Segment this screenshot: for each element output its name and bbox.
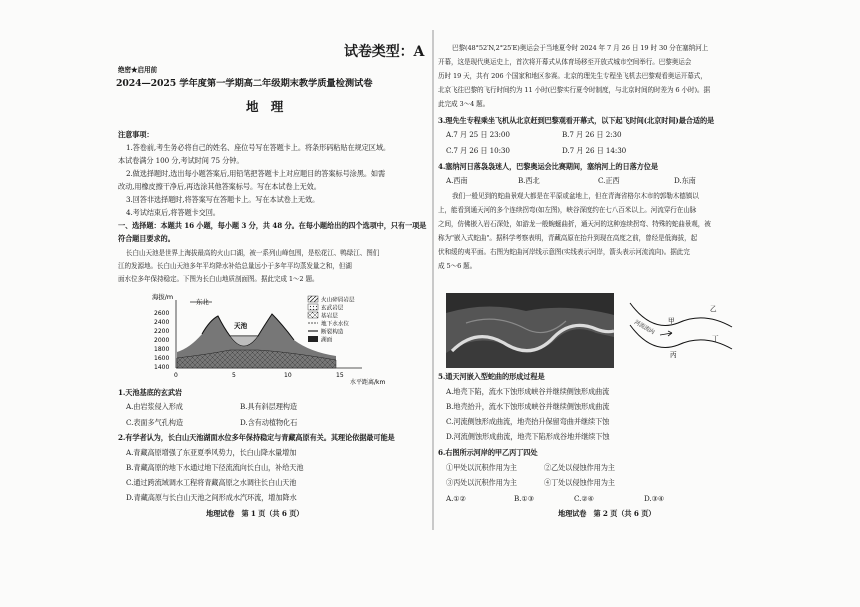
intro-line: 面水位多年保持稳定。下图为长白山地质剖面图。据此完成 1～2 题。 xyxy=(118,275,319,283)
intro-line: 巴黎(48°52′N,2°25′E)奥运会于当地夏令时 2024 年 7 月 26 日 19 时 30 分在塞纳河上 xyxy=(452,44,709,52)
q1-option-b: B.具有斜层理构造 xyxy=(240,402,297,411)
intro2-line: 成 5～6 题。 xyxy=(438,262,477,270)
intro2-line: 称为"嵌入式蛇曲"。据科学考察表明，青藏高原在抬升到现在高度之前，曾经是低海拔，起 xyxy=(438,234,698,242)
legend-swatch xyxy=(308,336,318,342)
q6-statement: ③丙处以沉积作用为主 xyxy=(446,478,517,487)
q6-statement: ①甲处以沉积作用为主 xyxy=(446,463,517,472)
meander-photo xyxy=(446,293,614,368)
x-tick: 5 xyxy=(232,372,236,379)
y-tick: 2400 xyxy=(154,319,170,326)
q4-option-a: A.西南 xyxy=(446,176,468,185)
question-3: 3.理先生专程乘坐飞机从北京赶到巴黎观看开幕式，以下起飞时间(北京时间)最合适的是 xyxy=(438,116,715,125)
intro-line: 历时 19 天，共有 206 个国家和地区参赛。北京的理先生专程坐飞机去巴黎观看奥运开幕式， xyxy=(438,72,707,80)
note-line: 3.回答非选择题时,将答案写在答题卡上。写在本试卷上无效。 xyxy=(126,195,320,204)
subject-title: 地 理 xyxy=(246,99,284,114)
question-1: 1.天池基底的玄武岩 xyxy=(118,388,183,397)
legend-swatch xyxy=(308,312,318,318)
x-tick: 15 xyxy=(336,372,344,379)
river-bank-diagram xyxy=(628,293,738,368)
y-tick: 2600 xyxy=(154,310,170,317)
q6-option-d: D.③④ xyxy=(644,494,665,503)
label-ding: 丁 xyxy=(712,335,719,343)
page-footer: 地理试卷 第 1 页（共 6 页） xyxy=(206,509,304,518)
intro-line: 开幕，这是现代奥运史上，首次将开幕式从体育场移至开放式城市空间举行。巴黎奥运会 xyxy=(438,58,692,66)
q5-option-c: C.河流侧蚀形成曲流，地壳抬升保留弯曲并继续下蚀 xyxy=(446,417,610,426)
label-bing: 丙 xyxy=(670,351,677,359)
y-tick: 1800 xyxy=(154,346,170,353)
label-yi: 乙 xyxy=(710,305,717,313)
q6-option-c: C.②④ xyxy=(574,494,595,503)
y-tick: 2200 xyxy=(154,328,170,335)
q2-option-b: B.青藏高原的地下水通过地下径流流向长白山，补给天池 xyxy=(126,463,304,472)
note-line: 4.考试结束后,将答题卡交回。 xyxy=(126,208,220,217)
legend-item: 湖面 xyxy=(321,337,333,344)
question-2: 2.有学者认为，长白山天池湖面水位多年保持稳定与青藏高原有关。其理论依据最可能是 xyxy=(118,433,395,442)
q4-option-b: B.西北 xyxy=(518,176,540,185)
intro-line: 长白山天池是世界上海拔最高的火山口湖，被一系列山峰包围，是松花江、鸭绿江、图们 xyxy=(126,249,380,257)
paper-type-label: 试卷类型：A xyxy=(344,44,425,60)
legend-item: 玄武岩层 xyxy=(321,305,344,312)
label-jia: 甲 xyxy=(668,317,675,325)
q5-option-d: D.河流侧蚀形成曲流，地壳下陷形成谷地并继续下蚀 xyxy=(446,432,610,441)
q1-option-d: D.含有动植物化石 xyxy=(240,418,298,427)
q5-option-a: A.地壳下陷，流水下蚀形成峡谷并继续侧蚀形成曲流 xyxy=(446,387,610,396)
question-6: 6.右图所示河岸的甲乙丙丁四处 xyxy=(438,448,538,457)
page-1 xyxy=(110,0,432,607)
q6-option-b: B.①③ xyxy=(514,494,535,503)
legend-swatch xyxy=(308,296,318,302)
legend-item: 地下水水位 xyxy=(321,321,349,328)
q1-option-a: A.由岩浆侵入形成 xyxy=(126,402,183,411)
notes-title: 注意事项： xyxy=(118,130,154,139)
q3-option-a: A.7 月 25 日 23:00 xyxy=(446,130,510,139)
legend xyxy=(308,296,355,344)
q6-statement: ②乙处以侵蚀作用为主 xyxy=(544,463,615,472)
legend-item: 断裂构造 xyxy=(321,329,344,336)
page-fold xyxy=(432,30,434,530)
q4-option-c: C.正西 xyxy=(598,176,620,185)
q2-option-c: C.通过跨流域调水工程将青藏高原之水调往长白山天池 xyxy=(126,478,297,487)
intro2-line: 之间，仿佛嵌入岩石深处，如游龙一般蜿蜒曲折，通天河的这种连续拐弯、特殊的蛇曲景观，被 xyxy=(438,220,711,228)
q2-option-a: A.青藏高原增强了东亚夏季风势力，长白山降水量增加 xyxy=(126,448,297,457)
q6-option-a: A.①② xyxy=(446,494,466,503)
intro2-line: 伏和缓的夷平面。右图为蛇曲河岸线示意图(实线表示河岸，箭头表示河流流向)。据此完 xyxy=(438,248,690,256)
x-axis-label: 水平距离/km xyxy=(350,379,386,386)
intro-line: 江的发源地。长白山天池多年平均降水补给总量远小于多年平均蒸发量之和，但湖 xyxy=(118,262,352,270)
q1-option-c: C.表面多气孔构造 xyxy=(126,418,183,427)
legend-swatch xyxy=(308,304,318,310)
x-tick: 10 xyxy=(284,372,292,379)
page-footer: 地理试卷 第 2 页（共 6 页） xyxy=(558,509,656,518)
q3-option-b: B.7 月 26 日 2:30 xyxy=(562,130,622,139)
question-5: 5.通天河嵌入型蛇曲的形成过程是 xyxy=(438,372,545,381)
q3-option-c: C.7 月 26 日 10:30 xyxy=(446,146,510,155)
x-tick: 0 xyxy=(174,372,178,379)
meander-photo-image xyxy=(446,293,614,368)
section-heading-2: 符合题目要求的。 xyxy=(118,234,175,243)
q5-option-b: B.地壳抬升，流水下蚀形成峡谷并继续侧蚀形成曲流 xyxy=(446,402,610,411)
q6-statement: ④丁处以侵蚀作用为主 xyxy=(544,478,615,487)
note-line: 1.答卷前,考生务必将自己的姓名、座位号写在答题卡上。将条形码粘贴在规定区域。 xyxy=(126,143,390,152)
intro-line: 北京飞往巴黎的飞行时间约为 11 小时(巴黎实行夏令时制度，与北京时间的时差为 6 小时)。据 xyxy=(438,86,710,94)
page-2 xyxy=(438,0,760,607)
note-line: 改动,用橡皮擦干净后,再选涂其他答案标号。写在本试卷上无效。 xyxy=(118,182,321,191)
exam-title: 2024—2025 学年度第一学期高二年级期末教学质量检测试卷 xyxy=(116,78,373,89)
intro2-line: 我们一般见到的蛇曲景观大都是在平原或盆地上，但在青海省格尔木市的郭勒木德镇以 xyxy=(452,192,699,200)
section-heading: 一、选择题：本题共 16 小题，每小题 3 分，共 48 分。在每小题给出的四个选项中，只有一项是 xyxy=(118,221,427,230)
q2-option-d: D.青藏高原与长白山天池之间形成水汽环流，增加降水 xyxy=(126,493,297,502)
cross-section-figure xyxy=(150,290,410,386)
intro-line: 此完成 3～4 题。 xyxy=(438,100,490,108)
bank-line-north xyxy=(630,303,732,327)
question-4: 4.塞纳河日落袅袅迷人，巴黎奥运会比赛期间，塞纳河上的日落方位是 xyxy=(438,162,658,171)
secret-label: 绝密★启用前 xyxy=(118,66,157,74)
y-tick: 1400 xyxy=(154,364,170,371)
lake-label: 天池 xyxy=(234,322,248,330)
note-line: 本试卷满分 100 分,考试时间 75 分钟。 xyxy=(118,156,244,165)
note-line: 2.做选择题时,选出每小题答案后,用铅笔把答题卡上对应题目的答案标号涂黑。如需 xyxy=(126,169,386,178)
q3-option-d: D.7 月 26 日 14:30 xyxy=(562,146,627,155)
y-tick: 1600 xyxy=(154,355,170,362)
intro2-line: 上，能看到通天河的多个连续拐弯(如左图)，峡谷深度约在七八百米以上。河流穿行在山脉 xyxy=(438,206,697,214)
flow-label: 河流流向 xyxy=(633,319,656,336)
legend-item: 火山碎屑岩层 xyxy=(321,297,355,304)
legend-item: 基岩层 xyxy=(321,313,338,320)
q4-option-d: D.东南 xyxy=(674,176,696,185)
y-axis-label: 海拔/m xyxy=(152,293,174,301)
north-label: 东北 xyxy=(196,298,209,306)
y-tick: 2000 xyxy=(154,337,170,344)
